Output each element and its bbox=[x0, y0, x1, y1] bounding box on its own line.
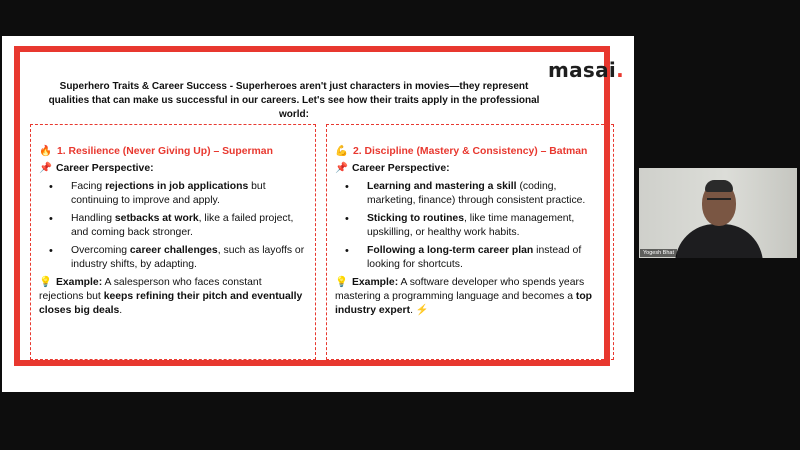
career-perspective-label: 📌 Career Perspective: bbox=[39, 163, 154, 174]
resilience-card bbox=[30, 124, 316, 360]
list-item: • Handling setbacks at work, like a failed project, and coming back stronger. bbox=[39, 212, 307, 240]
list-item: • Facing rejections in job applications but continuing to improve and apply. bbox=[39, 180, 307, 208]
slide-frame bbox=[14, 46, 624, 366]
perspective-list bbox=[335, 180, 605, 272]
list-item: • Overcoming career challenges, such as layoffs or industry shifts, by adapting. bbox=[39, 244, 307, 272]
list-item: • Sticking to routines, like time management, upskilling, or healthy work habits. bbox=[335, 212, 605, 240]
participant-video-tile[interactable] bbox=[639, 168, 797, 258]
presentation-slide bbox=[2, 36, 634, 392]
example-text: 💡 Example: A software developer who spends years mastering a programming language and becomes a top industry expert. ⚡ bbox=[335, 277, 593, 316]
perspective-list bbox=[39, 180, 307, 272]
list-item: • Learning and mastering a skill (coding, marketing, finance) through consistent practice. bbox=[335, 180, 605, 208]
participant-hair bbox=[705, 180, 733, 192]
participant-glasses bbox=[707, 198, 731, 205]
flexed-bicep-icon: 💪 bbox=[335, 146, 348, 157]
card-title: 🔥 1. Resilience (Never Giving Up) – Superman bbox=[39, 146, 273, 157]
discipline-card bbox=[326, 124, 614, 360]
pin-icon: 📌 bbox=[335, 163, 348, 174]
list-item: • Following a long-term career plan instead of looking for shortcuts. bbox=[335, 244, 605, 272]
career-perspective-label: 📌 Career Perspective: bbox=[335, 163, 450, 174]
lightbulb-icon: 💡 bbox=[335, 277, 348, 288]
fire-icon: 🔥 bbox=[39, 146, 52, 157]
slide-intro: Superhero Traits & Career Success - Superheroes aren't just characters in movies—they represent qualities that can make us successful in our careers. Let's see how their traits apply in the professional world: bbox=[48, 81, 540, 120]
card-title: 💪 2. Discipline (Mastery & Consistency) – Batman bbox=[335, 146, 588, 157]
example-text: 💡 Example: A salesperson who faces constant rejections but keeps refining their pitch and eventually closes big deals. bbox=[39, 277, 303, 316]
participant-name-tag: Yogesh Bhat bbox=[640, 249, 677, 257]
lightbulb-icon: 💡 bbox=[39, 277, 52, 288]
pin-icon: 📌 bbox=[39, 163, 52, 174]
masai-logo: masai. bbox=[548, 58, 624, 82]
